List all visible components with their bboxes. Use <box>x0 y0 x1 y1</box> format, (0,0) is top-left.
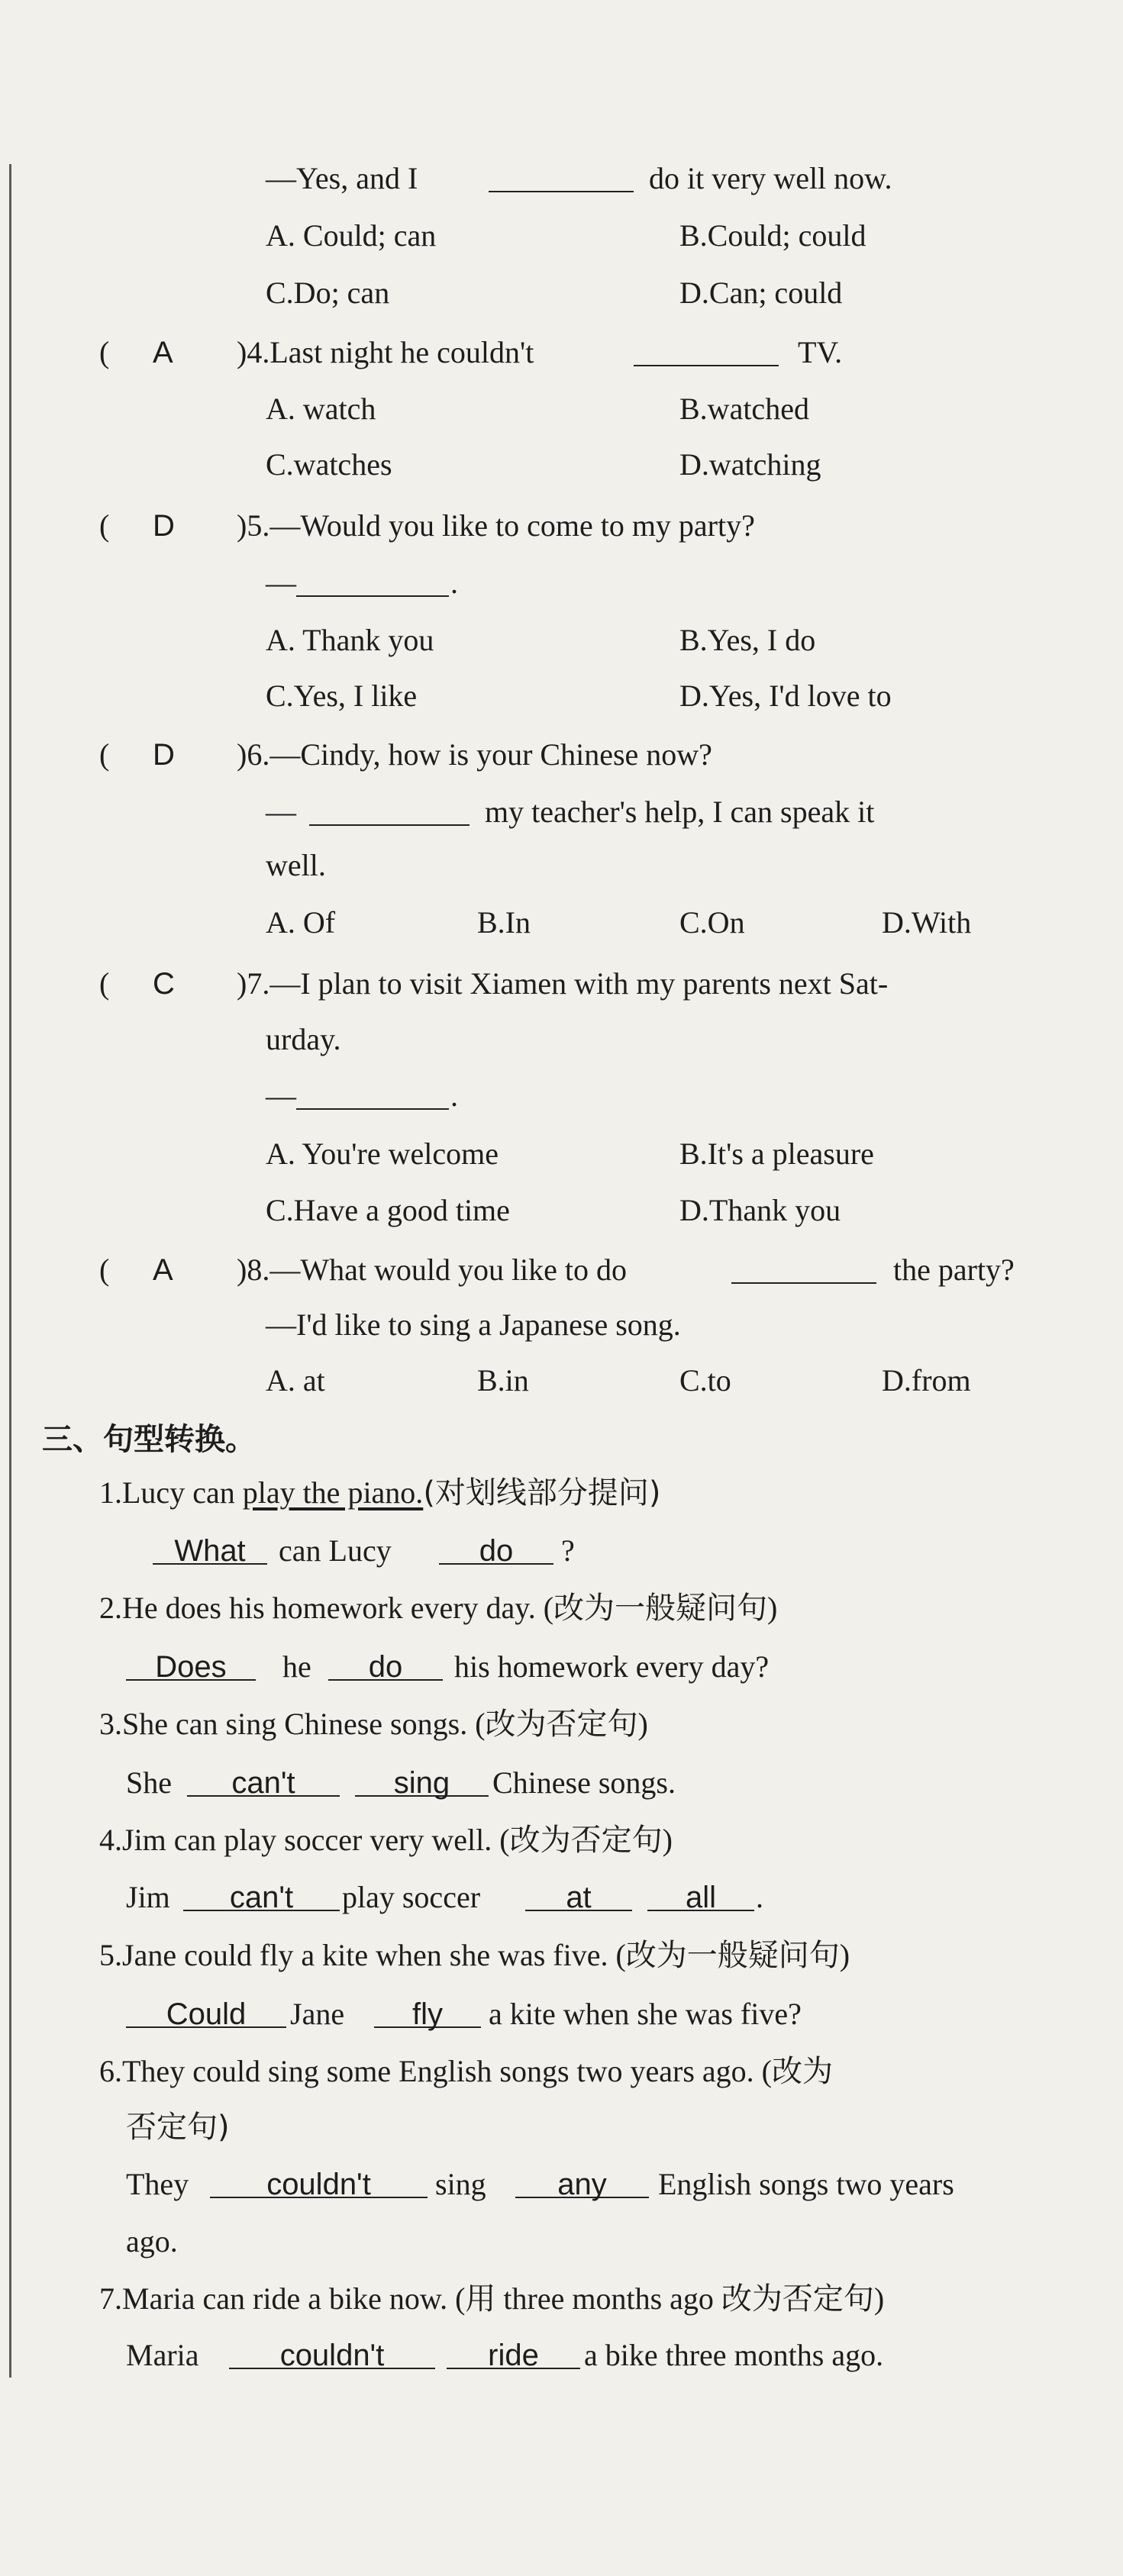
q7-stem: )7.—I plan to visit Xiamen with my parents next Sat- <box>237 966 889 1001</box>
item2-end: his homework every day? <box>454 1649 770 1684</box>
q8-paren: ( <box>99 1253 110 1287</box>
q3-option-b: B.Could; could <box>679 218 866 253</box>
item5-blank-1: Could <box>126 1996 286 2028</box>
q3-response-a: —Yes, and I <box>266 161 418 195</box>
q4-option-c: C.watches <box>266 447 392 482</box>
q4-option-a: A. watch <box>266 392 376 426</box>
item7-prompt: 7.Maria can ride a bike now. (用 three months ago 改为否定句) <box>99 2281 885 2316</box>
item4-blank-2: at <box>525 1879 632 1911</box>
q4-blank <box>634 334 779 366</box>
q4-answer: A <box>153 336 173 369</box>
q8-stem-b: the party? <box>893 1253 1015 1287</box>
q3-option-c: C.Do; can <box>266 276 390 310</box>
q6-option-b: B.In <box>477 905 531 940</box>
q3-blank <box>489 160 634 192</box>
q5-option-d: D.Yes, I'd love to <box>679 679 892 713</box>
item2-mid: he <box>282 1649 311 1684</box>
q8-answer: A <box>153 1253 173 1287</box>
item4-mid: play soccer <box>342 1880 481 1914</box>
item5-prompt: 5.Jane could fly a kite when she was five. (改为一般疑问句) <box>99 1938 850 1972</box>
q7-stem-cont: urday. <box>266 1022 341 1056</box>
item4-blank-1: can't <box>183 1879 340 1911</box>
q5-blank <box>296 565 449 597</box>
item1-end: ? <box>561 1533 575 1568</box>
q3-response-b: do it very well now. <box>649 161 892 195</box>
q8-option-b: B.in <box>477 1363 529 1398</box>
q8-blank <box>731 1252 876 1284</box>
item7-end: a bike three months ago. <box>584 2338 884 2372</box>
q4-stem-b: TV. <box>798 335 843 369</box>
item6-blank-2: any <box>515 2166 649 2198</box>
item6-end: English songs two years <box>658 2167 954 2201</box>
q5-option-a: A. Thank you <box>266 623 434 657</box>
q4-option-d: D.watching <box>679 447 821 482</box>
q3-option-d: D.Can; could <box>679 276 843 310</box>
item2-blank-2: do <box>328 1649 443 1681</box>
q7-option-b: B.It's a pleasure <box>679 1136 874 1171</box>
item4-end: . <box>756 1880 763 1914</box>
item3-blank-1: can't <box>187 1765 340 1797</box>
item3-prompt: 3.She can sing Chinese songs. (改为否定句) <box>99 1707 648 1741</box>
item4-blank-3: all <box>647 1879 754 1911</box>
item7-lead: Maria <box>126 2338 199 2372</box>
q8-stem-a: )8.—What would you like to do <box>237 1253 628 1287</box>
item1-mid: can Lucy <box>279 1533 392 1568</box>
item6-end-cont: ago. <box>126 2224 178 2258</box>
q7-response-end: . <box>450 1078 458 1113</box>
margin-rule <box>9 164 11 2378</box>
item1-prompt: 1.Lucy can play the piano.(对划线部分提问) <box>99 1475 661 1510</box>
item2-blank-1: Does <box>126 1649 256 1681</box>
item7-blank-1: couldn't <box>229 2337 435 2369</box>
q7-option-c: C.Have a good time <box>266 1193 510 1227</box>
q7-answer: C <box>153 967 175 1001</box>
q6-blank <box>309 794 470 826</box>
item4-lead: Jim <box>126 1880 170 1914</box>
item3-blank-2: sing <box>355 1765 489 1797</box>
item6-lead: They <box>126 2167 189 2201</box>
item5-end: a kite when she was five? <box>489 1997 802 2031</box>
q6-answer: D <box>153 738 175 772</box>
item1-blank-1: What <box>153 1533 267 1565</box>
item1-blank-2: do <box>439 1533 553 1565</box>
q5-answer: D <box>153 509 175 543</box>
item3-end: Chinese songs. <box>492 1765 676 1800</box>
q4-option-b: B.watched <box>679 392 809 426</box>
item2-prompt: 2.He does his homework every day. (改为一般疑问句) <box>99 1591 778 1625</box>
q7-option-d: D.Thank you <box>679 1193 841 1227</box>
section-3-title: 三、句型转换。 <box>42 1422 256 1457</box>
item5-blank-2: fly <box>374 1996 481 2028</box>
q5-response-end: . <box>450 566 458 600</box>
item6-prompt: 6.They could sing some English songs two years ago. (改为 <box>99 2054 833 2088</box>
q7-blank <box>296 1078 449 1110</box>
q8-response: —I'd like to sing a Japanese song. <box>266 1307 681 1342</box>
q8-option-a: A. at <box>266 1363 325 1398</box>
q6-option-a: A. Of <box>266 905 336 940</box>
q4-paren: ( <box>99 335 110 369</box>
q5-paren: ( <box>99 508 110 543</box>
item6-prompt-cont: 否定句) <box>126 2110 230 2145</box>
q8-option-d: D.from <box>882 1363 971 1398</box>
item5-mid: Jane <box>290 1997 345 2031</box>
q6-response-b: my teacher's help, I can speak it <box>485 795 875 829</box>
item6-blank-1: couldn't <box>210 2166 428 2198</box>
q7-option-a: A. You're welcome <box>266 1136 499 1171</box>
q4-stem-a: )4.Last night he couldn't <box>237 335 534 369</box>
q6-option-c: C.On <box>679 905 745 940</box>
q6-option-d: D.With <box>882 905 972 940</box>
q7-paren: ( <box>99 966 110 1001</box>
q3-option-a: A. Could; can <box>266 218 437 253</box>
item4-prompt: 4.Jim can play soccer very well. (改为否定句) <box>99 1823 673 1857</box>
item3-lead: She <box>126 1765 172 1800</box>
q6-paren: ( <box>99 737 110 772</box>
q5-response-dash: — <box>266 566 296 600</box>
q5-option-c: C.Yes, I like <box>266 679 418 713</box>
q6-response-cont: well. <box>266 848 326 882</box>
q8-option-c: C.to <box>679 1363 731 1398</box>
item1-underlined-phrase: play the piano. <box>242 1475 424 1510</box>
q6-stem: )6.—Cindy, how is your Chinese now? <box>237 737 712 772</box>
item6-mid: sing <box>435 2167 486 2201</box>
item7-blank-2: ride <box>447 2337 580 2369</box>
q7-response-dash: — <box>266 1078 296 1113</box>
q5-option-b: B.Yes, I do <box>679 623 816 657</box>
q5-stem: )5.—Would you like to come to my party? <box>237 508 755 543</box>
q6-response-dash: — <box>266 795 296 829</box>
